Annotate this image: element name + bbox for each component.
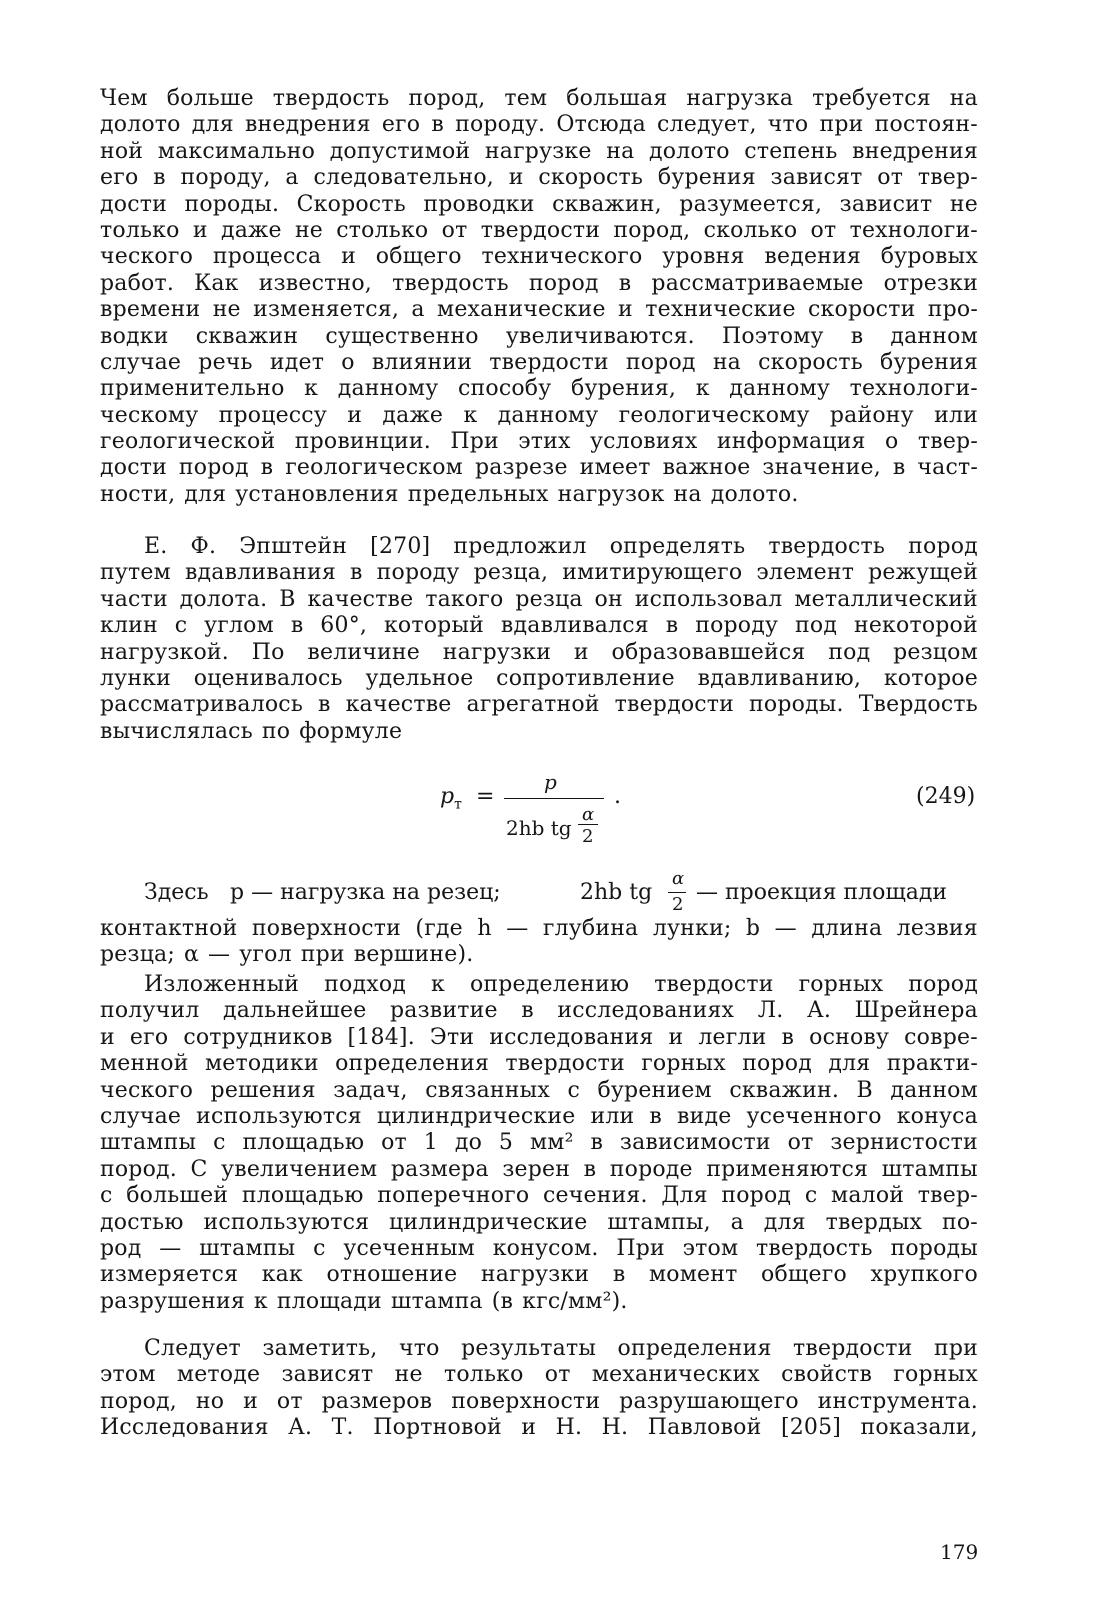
text-line: лунки оценивалось удельное сопротивление вдавливанию, которое: [100, 665, 978, 691]
formula-equals: =: [476, 784, 495, 809]
text-line: этом методе зависят не только от механических свойств горных: [100, 1362, 978, 1388]
text-line: штампы с площадью от 1 до 5 мм² в зависимости от зернистости: [100, 1130, 978, 1156]
text-line: разрушения к площади штампа (в кгс/мм²).: [100, 1288, 628, 1314]
where-fraction-bar: [668, 892, 686, 893]
formula-numerator: p: [544, 770, 557, 794]
text-line: дости пород в геологическом разрезе имеет важное значение, в част-: [100, 455, 978, 481]
formula-denominator: 2hb tg: [506, 816, 572, 840]
where-word: Здесь: [144, 880, 209, 905]
text-line: резца; α — угол при вершине).: [100, 942, 474, 968]
page-number: 179: [940, 1540, 979, 1564]
text-line: получил дальнейшее развитие в исследованиях Л. А. Шрейнера: [100, 998, 978, 1024]
text-line: случае используются цилиндрические или в виде усеченного конуса: [100, 1103, 978, 1129]
text-line: ности, для установления предельных нагрузок на долото.: [100, 481, 799, 507]
text-line: долото для внедрения его в породу. Отсюда следует, что при постоян-: [100, 112, 978, 138]
text-line: путем вдавливания в породу резца, имитирующего элемент режущей: [100, 560, 978, 586]
text-line: пород, но и от размеров поверхности разрушающего инструмента.: [100, 1388, 978, 1414]
text-line: менной методики определения твердости горных пород для практи-: [100, 1051, 978, 1077]
paragraph-3: [100, 972, 978, 1315]
text-line: водки скважин существенно увеличиваются. Поэтому в данном: [100, 323, 978, 349]
small-fraction-bar: [578, 824, 598, 825]
paragraph-1: [100, 86, 978, 508]
text-line: работ. Как известно, твердость пород в рассматриваемые отрезки: [100, 270, 978, 296]
text-line: случае речь идет о влиянии твердости пород на скорость бурения: [100, 349, 978, 375]
text-line: пород. С увеличением размера зерен в породе применяются штампы: [100, 1156, 978, 1182]
paragraph-2: [100, 534, 978, 745]
text-line: ческого процесса и общего технического уровня ведения буровых: [100, 244, 978, 270]
text-line: достью используются цилиндрические штампы, а для твердых по-: [100, 1209, 978, 1235]
text-line: дости породы. Скорость проводки скважин, разумеется, зависит не: [100, 191, 978, 217]
text-line: Чем больше твердость пород, тем большая нагрузка требуется на: [100, 86, 978, 111]
text-line: и его сотрудников [184]. Эти исследования и легли в основу совре-: [100, 1024, 978, 1050]
text-line: нагрузкой. По величине нагрузки и образовавшейся под резцом: [100, 639, 978, 665]
text-line: ной максимально допустимой нагрузке на долото степень внедрения: [100, 138, 978, 164]
where-projection: 2hb tg: [580, 880, 653, 905]
where-continuation: [100, 916, 978, 969]
equation-number: (249): [916, 784, 976, 809]
text-line: его в породу, а следовательно, и скорость бурения зависят от твер-: [100, 165, 978, 191]
text-line: Следует заметить, что результаты определения твердости при: [144, 1336, 978, 1361]
formula-lhs: $p_т$: [440, 784, 462, 813]
text-line: Е. Ф. Эпштейн [270] предложил определять твердость пород: [144, 534, 978, 559]
where-two: 2: [672, 894, 684, 915]
text-line: с большей площадью поперечного сечения. Для пород с малой твер-: [100, 1183, 978, 1209]
text-line: геологической провинции. При этих условиях информация о твер-: [100, 429, 978, 455]
where-alpha: α: [672, 868, 685, 889]
text-line: род — штампы с усеченным конусом. При этом твердость породы: [100, 1235, 978, 1261]
text-line: измеряется как отношение нагрузки в момент общего хрупкого: [100, 1262, 978, 1288]
fraction-bar: [504, 798, 604, 799]
text-line: ческого решения задач, связанных с бурением скважин. В данном: [100, 1077, 978, 1103]
text-line: вычислялась по формуле: [100, 718, 403, 744]
formula-249: [420, 770, 650, 860]
text-line: контактной поверхности (где h — глубина лунки; b — длина лезвия: [100, 916, 978, 941]
formula-two: 2: [582, 826, 594, 847]
text-line: только и даже не столько от твердости пород, сколько от технологи-: [100, 217, 978, 243]
text-line: клин с углом в 60°, который вдавливался в породу под некоторой: [100, 613, 978, 639]
text-line: времени не изменяется, а механические и технические скорости про-: [100, 297, 978, 323]
text-line: Исследования А. Т. Портновой и Н. Н. Павловой [205] показали,: [100, 1415, 978, 1441]
text-line: ческому процессу и даже к данному геологическому району или: [100, 402, 978, 428]
formula-period: .: [614, 784, 621, 809]
text-line: рассматривалось в качестве агрегатной твердости породы. Твердость: [100, 692, 978, 718]
where-load: p — нагрузка на резец;: [230, 880, 501, 905]
where-line: [100, 868, 978, 915]
paragraph-4: [100, 1336, 978, 1442]
text-line: применительно к данному способу бурения, к данному технологи-: [100, 376, 978, 402]
formula-alpha: α: [582, 804, 595, 825]
text-line: части долота. В качестве такого резца он использовал металлический: [100, 586, 978, 612]
text-line: Изложенный подход к определению твердости горных пород: [144, 972, 978, 997]
where-rest: — проекция площади: [696, 880, 948, 905]
